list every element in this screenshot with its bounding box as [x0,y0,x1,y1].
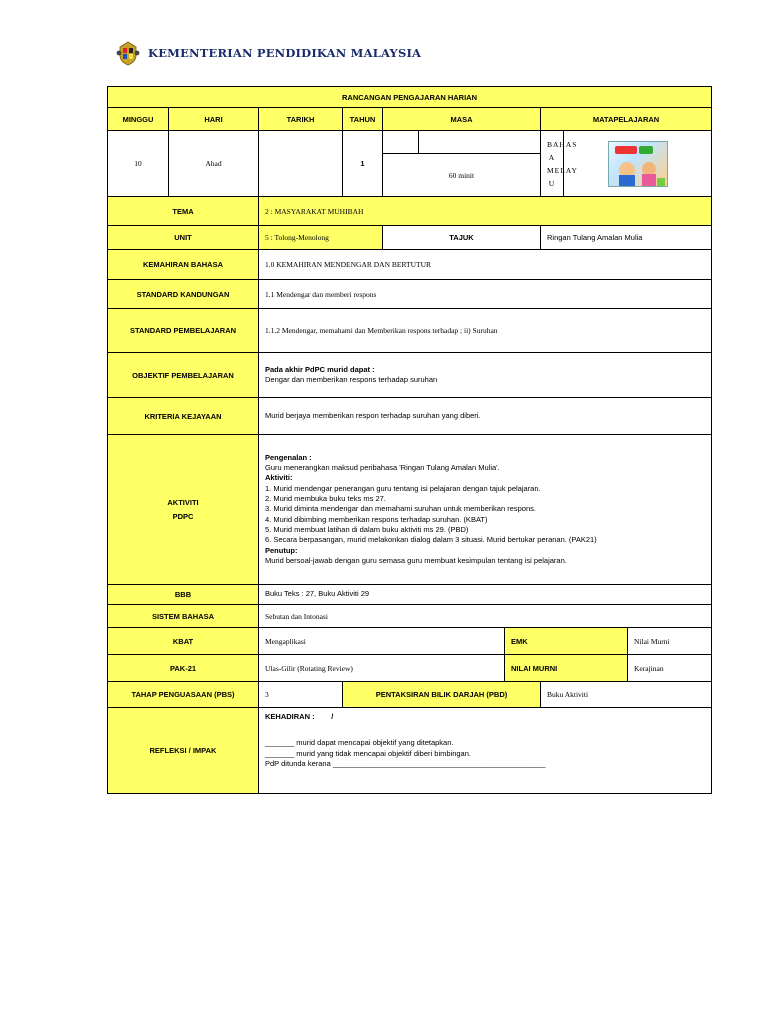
bbb-label: BBB [108,585,259,605]
nilai-value: Kerajinan [628,655,712,682]
kemahiran-value: 1.0 KEMAHIRAN MENDENGAR DAN BERTUTUR [259,250,712,280]
sk-label: STANDARD KANDUNGAN [108,280,259,309]
aktiviti-label: AKTIVITI PDPC [108,435,259,585]
tahap-value: 3 [259,682,343,708]
unit-label: UNIT [108,226,259,250]
col-minggu: MINGGU [108,108,169,131]
lesson-plan-table [107,86,712,794]
tajuk-value: Ringan Tulang Amalan Mulia [541,226,712,250]
emk-value: Nilai Murni [628,628,712,655]
col-masa: MASA [383,108,541,131]
kbat-label: KBAT [108,628,259,655]
page-header [116,40,421,66]
tahun-value: 1 [343,131,383,197]
ministry-name: KEMENTERIAN PENDIDIKAN MALAYSIA [148,46,422,60]
textbook-cover-cell [564,131,712,197]
masa-empty-cell [383,131,419,154]
unit-value: 5 : Tolong-Menolong [259,226,383,250]
col-tahun: TAHUN [343,108,383,131]
sistem-value: Sebutan dan Intonasi [259,605,712,628]
col-tarikh: TARIKH [259,108,343,131]
pbd-value: Buku Aktiviti [541,682,712,708]
table-title: RANCANGAN PENGAJARAN HARIAN [108,87,712,108]
tema-value: 2 : MASYARAKAT MUHIBAH [259,197,712,226]
aktiviti-value: Pengenalan : Guru menerangkan maksud peribahasa 'Ringan Tulang Amalan Mulia'. Aktiviti: 1. Murid mendengar penerangan guru tentang isi pelajaran dengan tajuk pelajaran. 2. Murid membuka buku teks ms 27. 3. Murid diminta mendengar dan memahami suruhan untuk memberikan respons. 4. Murid dibimbing memberikan respons terhadap suruhan. (KBAT) 5. Murid membuat latihan di dalam buku aktiviti ms 29. (PBD) 6. Secara berpasangan, murid melakonkan dialog dalam 3 situasi. Murid bertukar peranan. (PAK21) Penutup: Murid bersoal-jawab dengan guru semasa guru membuat kesimpulan tentang isi pelajaran. [259,435,712,585]
masa-top-cell [419,131,541,154]
pak21-label: PAK-21 [108,655,259,682]
textbook-cover-image [608,141,668,187]
tahap-label: TAHAP PENGUASAAN (PBS) [108,682,259,708]
bbb-value: Buku Teks : 27, Buku Aktiviti 29 [259,585,712,605]
kemahiran-label: KEMAHIRAN BAHASA [108,250,259,280]
kriteria-label: KRITERIA KEJAYAAN [108,398,259,435]
masa-value: 60 minit [383,154,541,197]
sp-value: 1.1.2 Mendengar, memahami dan Memberikan respons terhadap ; ii) Suruhan [259,309,712,353]
pak21-value: Ulas-Gilir (Rotating Review) [259,655,505,682]
objektif-label: OBJEKTIF PEMBELAJARAN [108,353,259,398]
minggu-value: 10 [108,131,169,197]
sp-label: STANDARD PEMBELAJARAN [108,309,259,353]
nilai-label: NILAI MURNI [505,655,628,682]
refleksi-value: KEHADIRAN : / _______ murid dapat mencapai objektif yang ditetapkan. _______ murid yang tidak mencapai objektif diberi bimbingan. PdP ditunda kerana ___________________________________________________ [259,708,712,794]
kbat-value: Mengaplikasi [259,628,505,655]
tarikh-value [259,131,343,197]
hari-value: Ahad [169,131,259,197]
tajuk-label: TAJUK [383,226,541,250]
tema-label: TEMA [108,197,259,226]
subject-value: BAHAS A MELAY U [541,131,564,197]
col-matapelajaran: MATAPELAJARAN [541,108,712,131]
objektif-value: Pada akhir PdPC murid dapat : Dengar dan memberikan respons terhadap suruhan [259,353,712,398]
sk-value: 1.1 Mendengar dan memberi respons [259,280,712,309]
sistem-label: SISTEM BAHASA [108,605,259,628]
col-hari: HARI [169,108,259,131]
pbd-label: PENTAKSIRAN BILIK DARJAH (PBD) [343,682,541,708]
emk-label: EMK [505,628,628,655]
kriteria-value: Murid berjaya memberikan respon terhadap suruhan yang diberi. [259,398,712,435]
refleksi-label: REFLEKSI / IMPAK [108,708,259,794]
ministry-crest-icon [116,40,140,66]
